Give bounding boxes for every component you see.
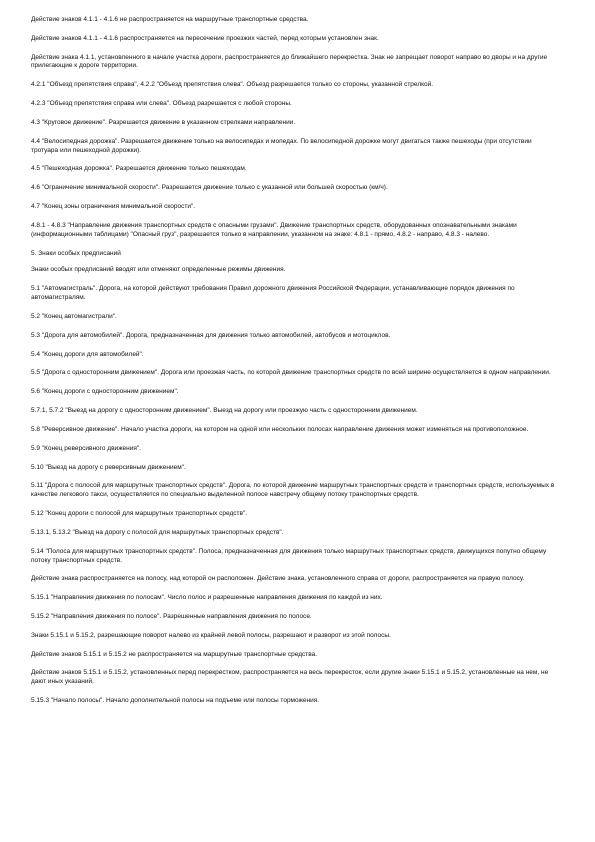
paragraph: Действие знаков 5.15.1 и 5.15.2, установленных перед перекрестком, распространяется на весь перекресток, если другие знаки 5.15.1 и 5.15.2, установленные на нем, не дают иных указаний. xyxy=(31,669,549,686)
paragraph: Знаки 5.15.1 и 5.15.2, разрешающие поворот налево из крайней левой полосы, разрешают и разворот из этой полосы. xyxy=(31,631,391,639)
paragraph: 5.6 "Конец дороги с односторонним движением". xyxy=(31,388,179,396)
paragraph: 4.4 "Велосипедная дорожка". Разрешается движение только на велосипедах и мопедах. По велосипедной дорожке могут двигаться также пешеходы (при отсутствии тротуара или пешеходной дорожки). xyxy=(31,137,532,154)
paragraph: 4.7 "Конец зоны ограничения минимальной скорости". xyxy=(31,203,196,211)
paragraph: 5.2 "Конец автомагистрали". xyxy=(31,312,117,320)
paragraph: Действие знаков 4.1.1 - 4.1.6 не распространяется на маршрутные транспортные средства. xyxy=(31,16,309,23)
paragraph: 5.13.1, 5.13.2 "Выезд на дорогу с полосой для маршрутных транспортных средств". xyxy=(31,528,284,536)
paragraph: Знаки особых предписаний вводят или отменяют определенные режимы движения. xyxy=(31,266,286,274)
paragraph: 4.2.3 "Объезд препятствия справа или слева". Объезд разрешается с любой стороны. xyxy=(31,100,292,108)
paragraph: 5.15.2 "Направления движения по полосе". Разрешенные направления движения по полосе. xyxy=(31,612,312,620)
paragraph: 4.3 "Круговое движение". Разрешается движение в указанном стрелками направлении. xyxy=(31,118,296,126)
paragraph: Действие знаков 4.1.1 - 4.1.6 распространяется на пересечение проезжих частей, перед которым установлен знак. xyxy=(31,34,379,42)
paragraph: 5.1 "Автомагистраль". Дорога, на которой действуют требования Правил дорожного движения Российской Федерации, устанавливающие порядок движения по автомагистралям. xyxy=(31,285,515,302)
paragraph: 5.12 "Конец дороги с полосой для маршрутных транспортных средств". xyxy=(31,510,248,518)
section-heading: 5. Знаки особых предписаний xyxy=(31,249,121,257)
paragraph: 5.8 "Реверсивное движение". Начало участка дороги, на котором на одной или нескольких полосах направление движения может изменяться на противоположное. xyxy=(31,425,529,433)
paragraph: 5.11 "Дорога с полосой для маршрутных транспортных средств". Дорога, по которой движение маршрутных транспортных средств и транспортных средств, используемых в качестве легкового такси, осуществляется по специально выделенной полосе навстречу общему потоку транспортных средств. xyxy=(31,482,555,499)
paragraph: 4.6 "Ограничение минимальной скорости". Разрешается движение только с указанной или большей скоростью (км/ч). xyxy=(31,184,388,192)
paragraph: 5.7.1, 5.7.2 "Выезд на дорогу с односторонним движением". Выезд на дорогу или проезжую часть с односторонним движением. xyxy=(31,407,418,415)
paragraph: 5.15.3 "Начало полосы". Начало дополнительной полосы на подъеме или полосы торможения. xyxy=(31,697,320,705)
paragraph: 4.5 "Пешеходная дорожка". Разрешается движение только пешеходам. xyxy=(31,165,247,173)
paragraph: Действие знака распространяется на полосу, над которой он расположен. Действие знака, установленного справа от дороги, распространяется на правую полосу. xyxy=(31,575,525,583)
paragraph: Действие знака 4.1.1, установленного в начале участка дороги, распространяется до ближайшего перекрестка. Знак не запрещает поворот направо во дворы и на другие прилегающие к дороге территории. xyxy=(31,53,548,70)
paragraph: 4.8.1 - 4.8.3 "Направление движения транспортных средств с опасными грузами". Движение транспортных средств, оборудованных опознавательными знаками (информационными таблицами) "Опасный груз", разрешается только в направлении, указанном на знаке: 4.8.1 - прямо, 4.8.2 - направо, 4.8.3 - налево. xyxy=(31,221,517,238)
paragraph: 5.9 "Конец реверсивного движения". xyxy=(31,444,142,452)
paragraph: 5.10 "Выезд на дорогу с реверсивным движением". xyxy=(31,463,186,471)
paragraph: 5.14 "Полоса для маршрутных транспортных средств". Полоса, предназначенная для движения только маршрутных транспортных средств, движущихся попутно общему потоку транспортных средств. xyxy=(31,547,547,564)
paragraph: 5.5 "Дорога с односторонним движением". Дорога или проезжая часть, по которой движение транспортных средств по всей ширине осуществляется в одном направлении. xyxy=(31,369,551,377)
paragraph: Действие знаков 5.15.1 и 5.15.2 не распространяется на маршрутные транспортные средства. xyxy=(31,650,318,658)
paragraph: 5.15.1 "Направления движения по полосам". Число полос и разрешенные направления движения по каждой из них. xyxy=(31,594,383,602)
paragraph: 5.3 "Дорога для автомобилей". Дорога, предназначенная для движения только автомобилей, автобусов и мотоциклов. xyxy=(31,331,391,339)
paragraph: 5.4 "Конец дороги для автомобилей". xyxy=(31,350,144,358)
paragraph: 4.2.1 "Объезд препятствия справа", 4.2.2 "Объезд препятствия слева". Объезд разрешается только со стороны, указанной стрелкой. xyxy=(31,81,434,89)
